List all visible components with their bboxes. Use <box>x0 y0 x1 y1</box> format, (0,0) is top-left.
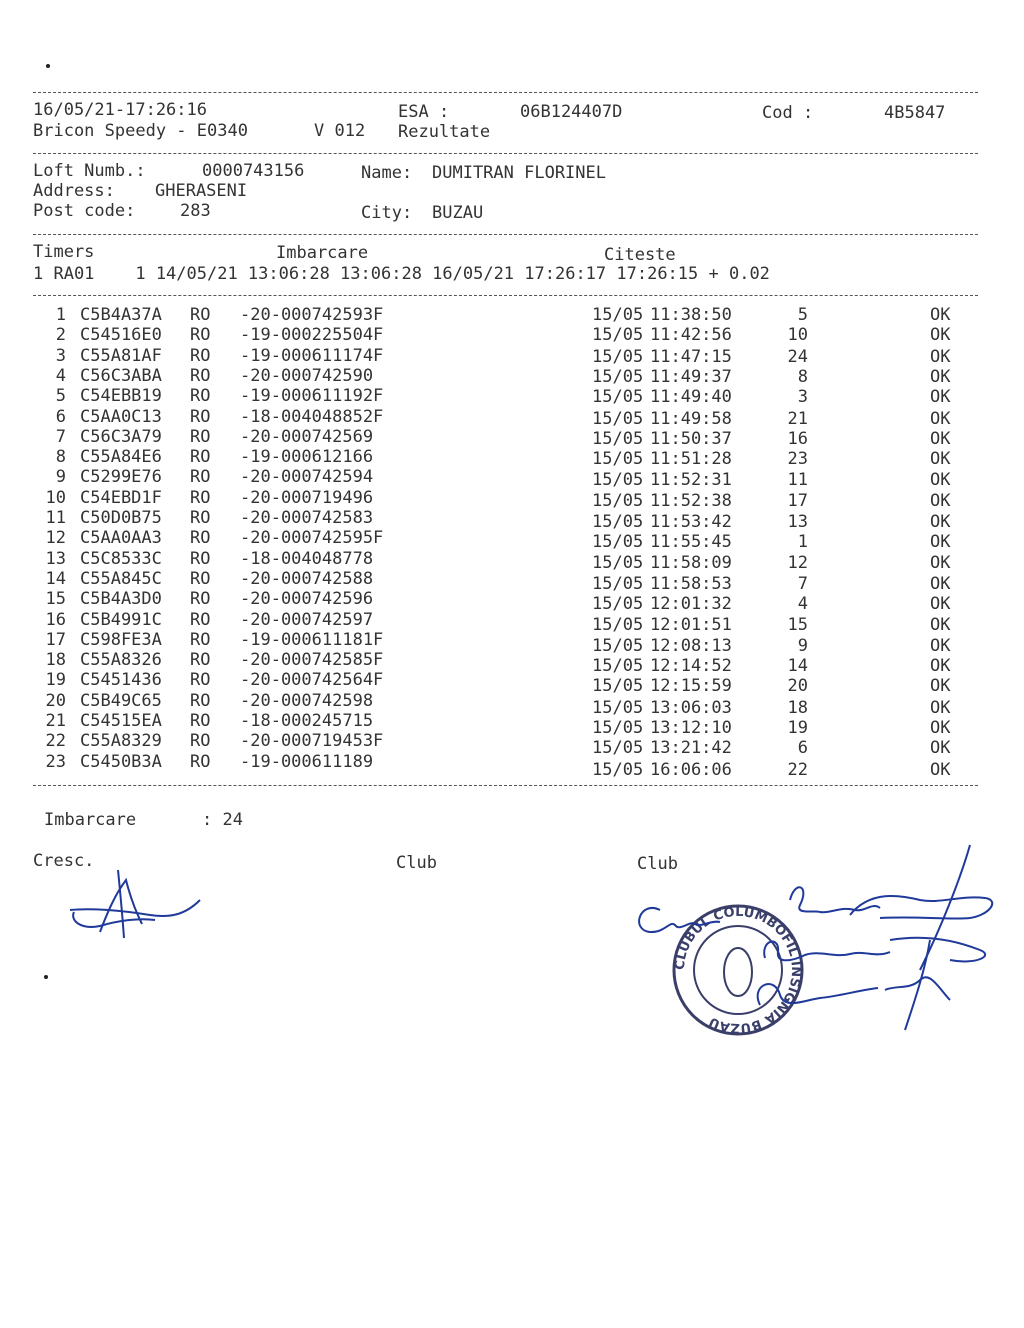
row-ring: -20-000742598 <box>240 690 374 711</box>
row-chip-code: C54EBB19 <box>80 386 162 407</box>
row-country: RO <box>190 629 211 650</box>
row-status: OK <box>930 614 951 635</box>
row-country: RO <box>190 609 211 630</box>
scan-speck <box>46 64 50 68</box>
row-chip-code: C54515EA <box>80 711 162 731</box>
row-chip-code: C5450B3A <box>80 751 162 772</box>
row-number: 5 <box>55 386 66 407</box>
row-ring: -20-000742588 <box>240 568 374 589</box>
row-position: 19 <box>787 718 808 738</box>
row-date: 15/05 <box>592 305 644 325</box>
row-country: RO <box>190 548 211 569</box>
city-value: BUZAU <box>432 203 484 223</box>
row-date: 15/05 <box>592 614 644 635</box>
divider <box>33 785 978 786</box>
row-position: 6 <box>797 738 808 759</box>
row-ring: -19-000611189 <box>240 751 374 772</box>
row-status: OK <box>930 346 951 367</box>
table-row <box>0 650 1024 677</box>
row-number: 14 <box>45 568 66 589</box>
row-time: 11:50:37 <box>650 428 732 449</box>
cresc-label: Cresc. <box>33 851 95 871</box>
row-time: 11:58:09 <box>650 552 732 573</box>
table-row <box>0 508 1024 532</box>
row-status: OK <box>930 449 951 470</box>
row-position: 9 <box>797 635 808 656</box>
row-chip-code: C5AA0C13 <box>80 406 162 427</box>
row-number: 12 <box>45 528 66 549</box>
row-date: 15/05 <box>592 366 644 387</box>
loft-label: Loft Numb.: <box>33 161 146 181</box>
row-position: 24 <box>787 346 808 367</box>
row-chip-code: C5AA0AA3 <box>80 528 162 549</box>
row-country: RO <box>190 650 211 671</box>
row-status: OK <box>930 635 951 656</box>
row-position: 14 <box>787 656 808 677</box>
row-time: 16:06:06 <box>650 759 732 780</box>
row-date: 15/05 <box>592 718 644 738</box>
row-country: RO <box>190 305 211 325</box>
row-status: OK <box>930 759 951 780</box>
row-time: 11:52:31 <box>650 470 732 491</box>
table-row <box>0 325 1024 345</box>
table-row <box>0 447 1024 470</box>
divider <box>33 153 978 154</box>
row-ring: -19-000611192F <box>240 386 384 407</box>
row-status: OK <box>930 573 951 594</box>
row-status: OK <box>930 697 951 718</box>
row-date: 15/05 <box>592 552 644 573</box>
row-chip-code: C55A8326 <box>80 650 162 671</box>
row-country: RO <box>190 365 211 386</box>
table-row <box>0 487 1024 511</box>
row-ring: -20-000742595F <box>240 528 384 549</box>
row-date: 15/05 <box>592 325 644 346</box>
divider <box>33 234 978 235</box>
row-status: OK <box>930 387 951 408</box>
row-date: 15/05 <box>592 594 644 615</box>
row-chip-code: C55A84E6 <box>80 447 162 468</box>
row-ring: -20-000719496 <box>240 487 374 508</box>
row-position: 3 <box>797 387 808 408</box>
header-esa-value: 06B124407D <box>520 102 623 122</box>
row-position: 12 <box>787 552 808 573</box>
table-row <box>0 407 1024 427</box>
row-position: 8 <box>797 366 808 387</box>
row-position: 5 <box>797 305 808 325</box>
row-position: 1 <box>797 532 808 553</box>
club-signatures <box>620 840 1010 1040</box>
row-number: 7 <box>55 426 66 447</box>
row-ring: -19-000611174F <box>240 345 384 366</box>
row-time: 13:06:03 <box>650 697 732 718</box>
row-ring: -19-000612166 <box>240 447 374 468</box>
row-date: 15/05 <box>592 697 644 718</box>
row-country: RO <box>190 345 211 366</box>
row-time: 11:38:50 <box>650 305 732 325</box>
row-chip-code: C54EBD1F <box>80 487 162 508</box>
row-ring: -20-000742597 <box>240 609 374 630</box>
row-country: RO <box>190 447 211 468</box>
row-number: 6 <box>55 406 66 427</box>
row-time: 11:52:38 <box>650 490 732 511</box>
row-chip-code: C5C8533C <box>80 548 162 569</box>
row-position: 20 <box>787 676 808 697</box>
row-country: RO <box>190 487 211 508</box>
row-ring: -20-000742596 <box>240 589 374 610</box>
row-number: 16 <box>45 609 66 630</box>
row-time: 13:21:42 <box>650 738 732 759</box>
row-date: 15/05 <box>592 738 644 759</box>
row-country: RO <box>190 426 211 447</box>
row-position: 22 <box>787 759 808 780</box>
row-number: 17 <box>45 629 66 650</box>
row-chip-code: C55A845C <box>80 568 162 589</box>
timers-citeste-label: Citeste <box>604 245 676 265</box>
timers-label: Timers <box>33 242 95 262</box>
row-chip-code: C50D0B75 <box>80 508 162 528</box>
table-row <box>0 386 1024 406</box>
row-country: RO <box>190 751 211 772</box>
row-country: RO <box>190 386 211 407</box>
row-ring: -20-000742594 <box>240 467 374 488</box>
row-position: 7 <box>797 573 808 594</box>
row-status: OK <box>930 738 951 759</box>
table-row <box>0 305 1024 325</box>
row-position: 17 <box>787 490 808 511</box>
loft-value: 0000743156 <box>202 161 305 181</box>
table-row <box>0 366 1024 386</box>
table-row <box>0 427 1024 447</box>
row-ring: -18-000245715 <box>240 711 374 731</box>
header-mode: Rezultate <box>398 122 491 142</box>
header-cod-value: 4B5847 <box>884 103 946 123</box>
row-number: 4 <box>55 365 66 386</box>
row-ring: -20-000742564F <box>240 670 384 691</box>
address-value: GHERASENI <box>155 181 248 201</box>
row-date: 15/05 <box>592 428 644 449</box>
row-date: 15/05 <box>592 532 644 553</box>
row-status: OK <box>930 325 951 346</box>
table-row <box>0 751 1024 780</box>
row-position: 15 <box>787 614 808 635</box>
row-country: RO <box>190 731 211 752</box>
row-number: 19 <box>45 670 66 691</box>
row-status: OK <box>930 305 951 325</box>
row-country: RO <box>190 711 211 731</box>
row-status: OK <box>930 428 951 449</box>
row-time: 11:51:28 <box>650 449 732 470</box>
table-row <box>0 731 1024 759</box>
header-datetime: 16/05/21-17:26:16 <box>33 100 207 120</box>
table-row <box>0 609 1024 635</box>
row-date: 15/05 <box>592 387 644 408</box>
row-time: 11:53:42 <box>650 512 732 532</box>
row-position: 21 <box>787 408 808 429</box>
footer-imbarcare-value: : 24 <box>202 810 243 830</box>
row-position: 11 <box>787 470 808 491</box>
row-number: 11 <box>45 508 66 528</box>
header-cod-label: Cod : <box>762 103 814 123</box>
row-status: OK <box>930 490 951 511</box>
row-date: 15/05 <box>592 512 644 532</box>
row-chip-code: C56C3A79 <box>80 426 162 447</box>
table-row <box>0 346 1024 366</box>
row-time: 11:49:40 <box>650 387 732 408</box>
address-label: Address: <box>33 181 115 201</box>
city-label: City: <box>361 203 413 223</box>
row-status: OK <box>930 532 951 553</box>
row-date: 15/05 <box>592 573 644 594</box>
row-position: 16 <box>787 428 808 449</box>
row-chip-code: C55A81AF <box>80 345 162 366</box>
row-number: 18 <box>45 650 66 671</box>
row-chip-code: C54516E0 <box>80 325 162 346</box>
row-country: RO <box>190 528 211 549</box>
row-number: 20 <box>45 690 66 711</box>
club-label-1: Club <box>396 853 437 873</box>
row-number: 13 <box>45 548 66 569</box>
row-time: 12:14:52 <box>650 656 732 677</box>
row-status: OK <box>930 470 951 491</box>
timers-imbarcare-label: Imbarcare <box>276 243 369 263</box>
scan-speck <box>44 975 48 979</box>
row-time: 11:55:45 <box>650 532 732 553</box>
header-esa-label: ESA : <box>398 102 450 122</box>
row-position: 4 <box>797 594 808 615</box>
row-number: 1 <box>55 305 66 325</box>
row-status: OK <box>930 408 951 429</box>
row-position: 18 <box>787 697 808 718</box>
row-country: RO <box>190 568 211 589</box>
row-chip-code: C5B4A37A <box>80 305 162 325</box>
name-value: DUMITRAN FLORINEL <box>432 163 606 183</box>
row-date: 15/05 <box>592 470 644 491</box>
header-device: Bricon Speedy - E0340 <box>33 121 248 141</box>
row-chip-code: C5B4A3D0 <box>80 589 162 610</box>
row-chip-code: C5B4991C <box>80 609 162 630</box>
row-date: 15/05 <box>592 449 644 470</box>
row-date: 15/05 <box>592 490 644 511</box>
timers-line: 1 RA01 1 14/05/21 13:06:28 13:06:28 16/05/21 17:26:17 17:26:15 + 0.02 <box>33 264 770 284</box>
row-status: OK <box>930 656 951 677</box>
postcode-value: 283 <box>180 201 211 221</box>
row-time: 11:49:37 <box>650 366 732 387</box>
stamp-ring-text: CLUBUL COLUMBOFIL INSIGNIA BUZAU <box>672 904 804 1036</box>
row-time: 11:49:58 <box>650 408 732 429</box>
row-ring: -20-000742585F <box>240 650 384 671</box>
header-version: V 012 <box>314 121 366 141</box>
row-date: 15/05 <box>592 676 644 697</box>
name-label: Name: <box>361 163 413 183</box>
row-time: 12:15:59 <box>650 676 732 697</box>
row-country: RO <box>190 690 211 711</box>
row-country: RO <box>190 325 211 346</box>
row-chip-code: C598FE3A <box>80 629 162 650</box>
row-date: 15/05 <box>592 759 644 780</box>
row-country: RO <box>190 406 211 427</box>
row-number: 22 <box>45 731 66 752</box>
row-status: OK <box>930 594 951 615</box>
row-number: 10 <box>45 487 66 508</box>
row-time: 11:42:56 <box>650 325 732 346</box>
row-ring: -20-000742569 <box>240 426 374 447</box>
row-ring: -20-000719453F <box>240 731 384 752</box>
row-status: OK <box>930 366 951 387</box>
table-row <box>0 548 1024 573</box>
row-ring: -20-000742590 <box>240 365 374 386</box>
divider <box>33 92 978 93</box>
table-row <box>0 690 1024 718</box>
row-date: 15/05 <box>592 408 644 429</box>
row-date: 15/05 <box>592 346 644 367</box>
row-position: 23 <box>787 449 808 470</box>
row-time: 11:58:53 <box>650 573 732 594</box>
breeder-signature <box>60 860 210 950</box>
row-number: 3 <box>55 345 66 366</box>
postcode-label: Post code: <box>33 201 136 221</box>
row-chip-code: C55A8329 <box>80 731 162 752</box>
row-time: 12:01:51 <box>650 614 732 635</box>
row-ring: -18-004048778 <box>240 548 374 569</box>
row-time: 11:47:15 <box>650 346 732 367</box>
row-time: 12:08:13 <box>650 635 732 656</box>
row-chip-code: C5451436 <box>80 670 162 691</box>
row-position: 10 <box>787 325 808 346</box>
table-row <box>0 528 1024 553</box>
row-chip-code: C5299E76 <box>80 467 162 488</box>
row-time: 13:12:10 <box>650 718 732 738</box>
row-status: OK <box>930 718 951 738</box>
row-status: OK <box>930 552 951 573</box>
row-status: OK <box>930 676 951 697</box>
row-number: 8 <box>55 447 66 468</box>
footer-imbarcare-label: Imbarcare <box>44 810 137 830</box>
table-row <box>0 670 1024 697</box>
row-ring: -20-000742583 <box>240 508 374 528</box>
row-chip-code: C5B49C65 <box>80 690 162 711</box>
row-time: 12:01:32 <box>650 594 732 615</box>
table-row <box>0 568 1024 594</box>
row-country: RO <box>190 508 211 528</box>
table-row <box>0 711 1024 738</box>
row-country: RO <box>190 589 211 610</box>
row-ring: -19-000225504F <box>240 325 384 346</box>
row-position: 13 <box>787 512 808 532</box>
row-number: 15 <box>45 589 66 610</box>
row-ring: -20-000742593F <box>240 305 384 325</box>
row-date: 15/05 <box>592 656 644 677</box>
table-row <box>0 467 1024 491</box>
row-date: 15/05 <box>592 635 644 656</box>
club-label-2: Club <box>637 854 678 874</box>
row-country: RO <box>190 670 211 691</box>
row-ring: -19-000611181F <box>240 629 384 650</box>
row-number: 21 <box>45 711 66 731</box>
table-row <box>0 589 1024 615</box>
row-number: 23 <box>45 751 66 772</box>
row-country: RO <box>190 467 211 488</box>
row-ring: -18-004048852F <box>240 406 384 427</box>
row-number: 9 <box>55 467 66 488</box>
row-chip-code: C56C3ABA <box>80 365 162 386</box>
table-row <box>0 629 1024 656</box>
row-status: OK <box>930 512 951 532</box>
row-number: 2 <box>55 325 66 346</box>
divider <box>33 295 978 296</box>
